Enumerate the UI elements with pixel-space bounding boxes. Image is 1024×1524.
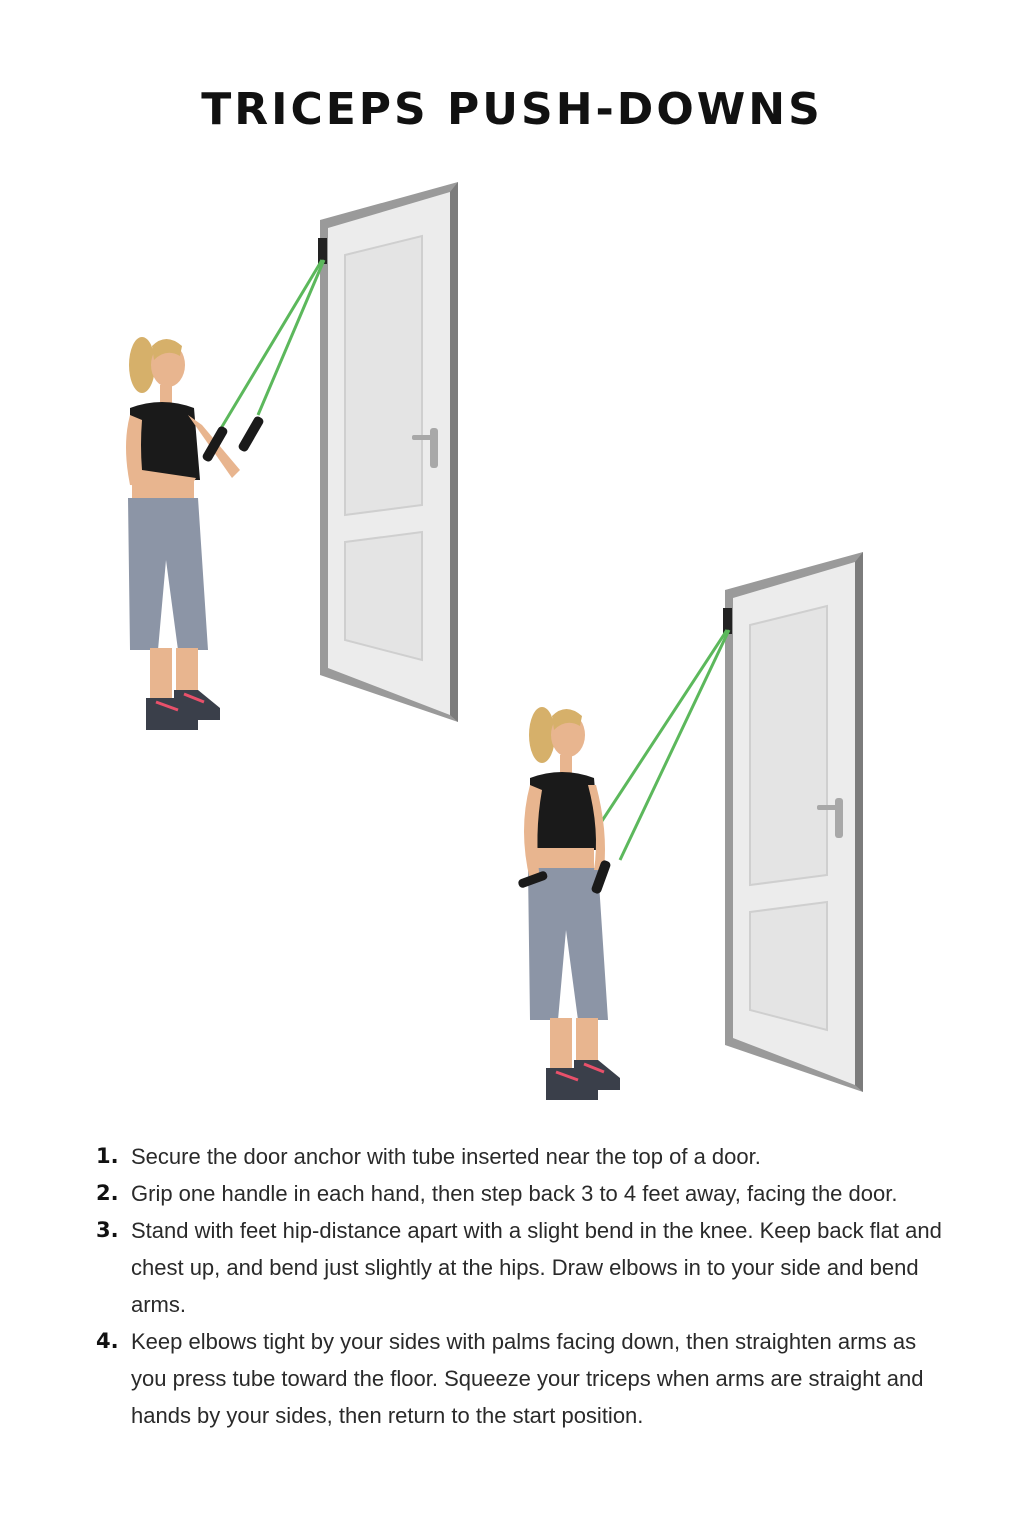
woman-figure (126, 337, 265, 730)
list-item (96, 1323, 956, 1434)
step-number: 4. (96, 1329, 119, 1353)
start-position-panel (126, 182, 458, 730)
step-text: Grip one handle in each hand, then step back 3 to 4 feet away, facing the door. (131, 1181, 898, 1206)
list-item (96, 1175, 956, 1212)
page-title: TRICEPS PUSH-DOWNS (201, 84, 823, 135)
step-number: 2. (96, 1181, 119, 1205)
resistance-band (220, 260, 322, 430)
resistance-band (258, 260, 324, 415)
step-text: Secure the door anchor with tube inserted near the top of a door. (131, 1144, 761, 1169)
end-position-panel (517, 552, 863, 1100)
resistance-band (620, 630, 729, 860)
list-item (96, 1138, 956, 1175)
list-item (96, 1212, 956, 1323)
instruction-list (96, 1138, 956, 1434)
step-text: Stand with feet hip-distance apart with a slight bend in the knee. Keep back flat and chest up, and bend just slightly at the hips. Draw elbows in to your side and bend arms. (131, 1218, 942, 1317)
door (320, 182, 458, 722)
step-text: Keep elbows tight by your sides with palms facing down, then straighten arms as you press tube toward the floor. Squeeze your triceps when arms are straight and hands by your sides, then return to the start position. (131, 1329, 924, 1428)
door (725, 552, 863, 1092)
step-number: 1. (96, 1144, 119, 1168)
exercise-illustration (100, 170, 900, 1120)
step-number: 3. (96, 1218, 119, 1242)
woman-figure (517, 707, 620, 1100)
